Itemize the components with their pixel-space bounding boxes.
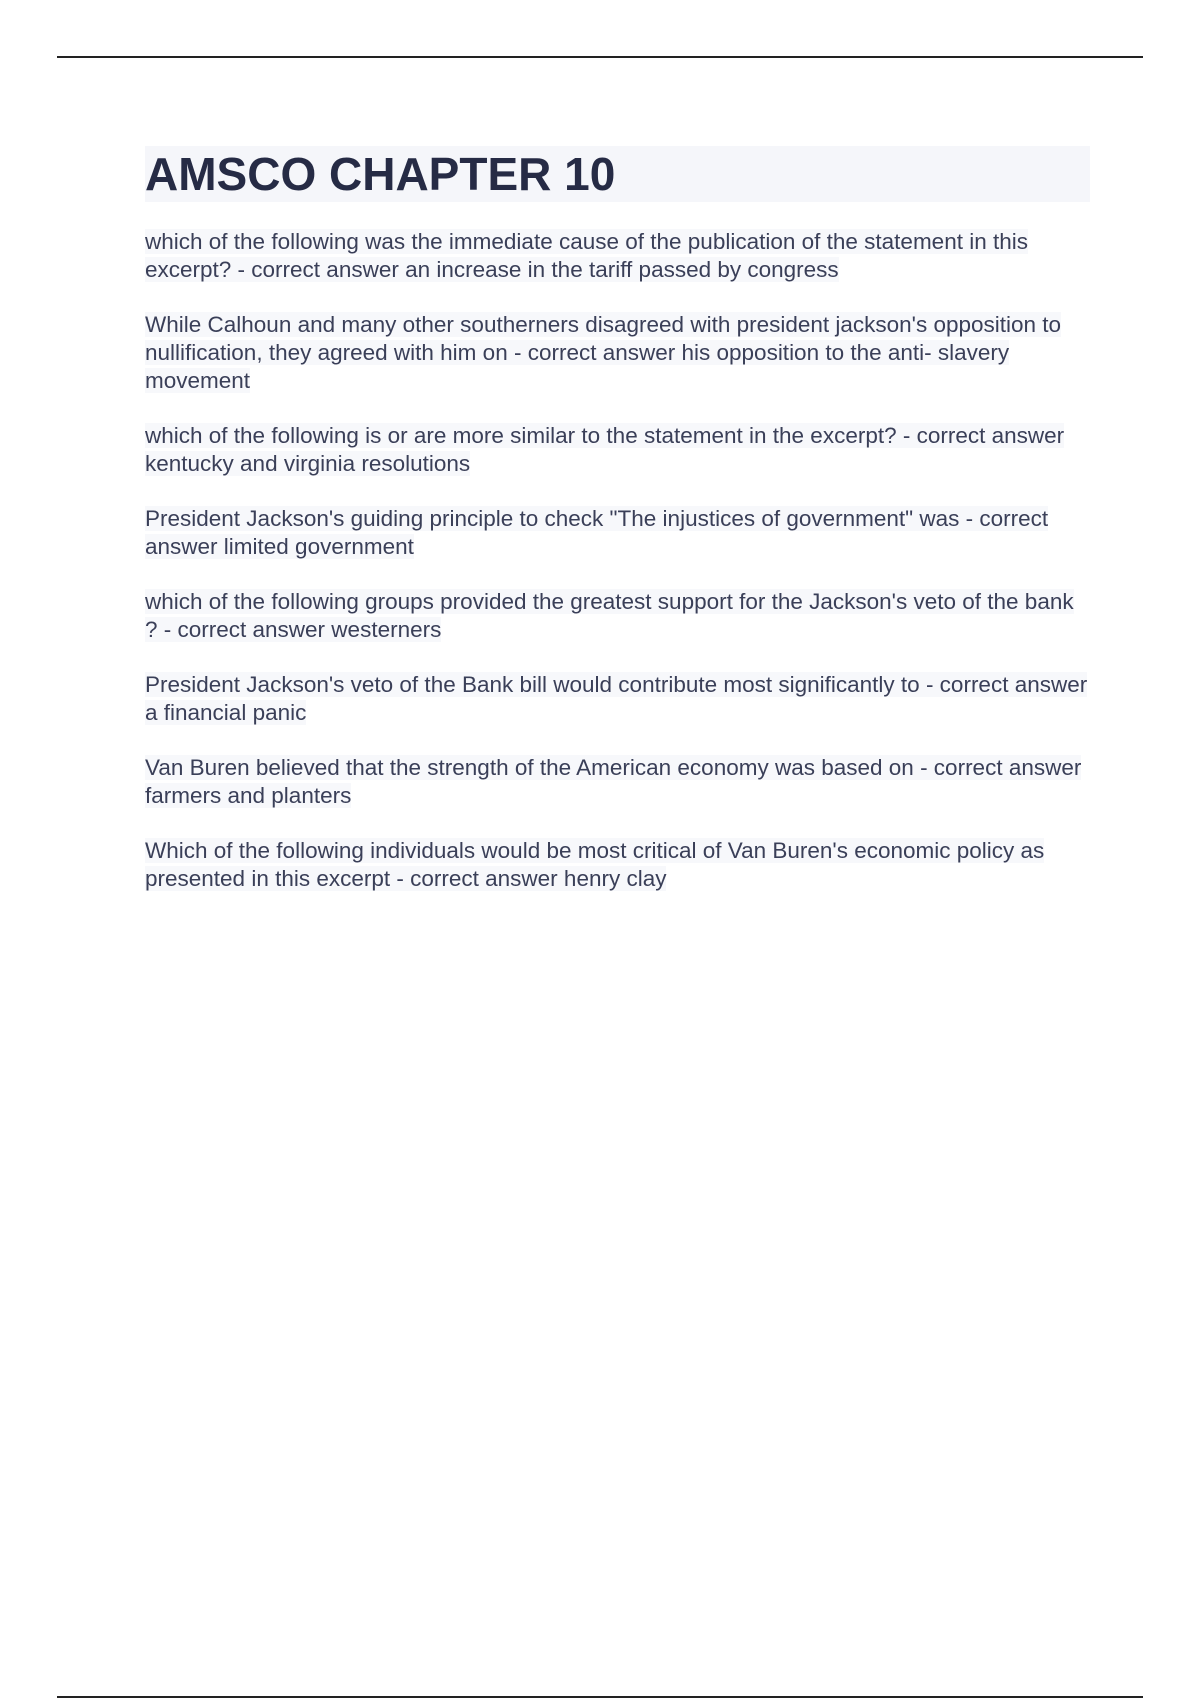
qa-text: Van Buren believed that the strength of the American economy was based on - correct answer farmers and planters	[145, 755, 1082, 808]
qa-item-4	[145, 505, 1090, 561]
qa-text: President Jackson's veto of the Bank bill would contribute most significantly to - correct answer a financial panic	[145, 672, 1088, 725]
qa-text: which of the following was the immediate cause of the publication of the statement in this excerpt? - correct answer an increase in the tariff passed by congress	[145, 229, 1028, 282]
qa-item-1	[145, 228, 1090, 284]
qa-item-3	[145, 422, 1090, 478]
qa-text: Which of the following individuals would be most critical of Van Buren's economic policy as presented in this excerpt - correct answer henry clay	[145, 838, 1045, 891]
top-rule	[57, 56, 1143, 58]
qa-item-2	[145, 311, 1090, 395]
qa-text: which of the following is or are more similar to the statement in the excerpt? - correct answer kentucky and virginia resolutions	[145, 423, 1065, 476]
qa-item-6	[145, 671, 1090, 727]
qa-item-7	[145, 754, 1090, 810]
qa-text: which of the following groups provided the greatest support for the Jackson's veto of the bank ? - correct answer westerners	[145, 589, 1074, 642]
document-body	[145, 146, 1090, 920]
page-title: AMSCO CHAPTER 10	[145, 146, 1090, 202]
qa-text: While Calhoun and many other southerners disagreed with president jackson's opposition to nullification, they agreed with him on - correct answer his opposition to the anti- slavery movement	[145, 312, 1062, 393]
qa-item-5	[145, 588, 1090, 644]
qa-text: President Jackson's guiding principle to check "The injustices of government" was - correct answer limited government	[145, 506, 1049, 559]
bottom-rule	[57, 1696, 1143, 1698]
qa-item-8	[145, 837, 1090, 893]
